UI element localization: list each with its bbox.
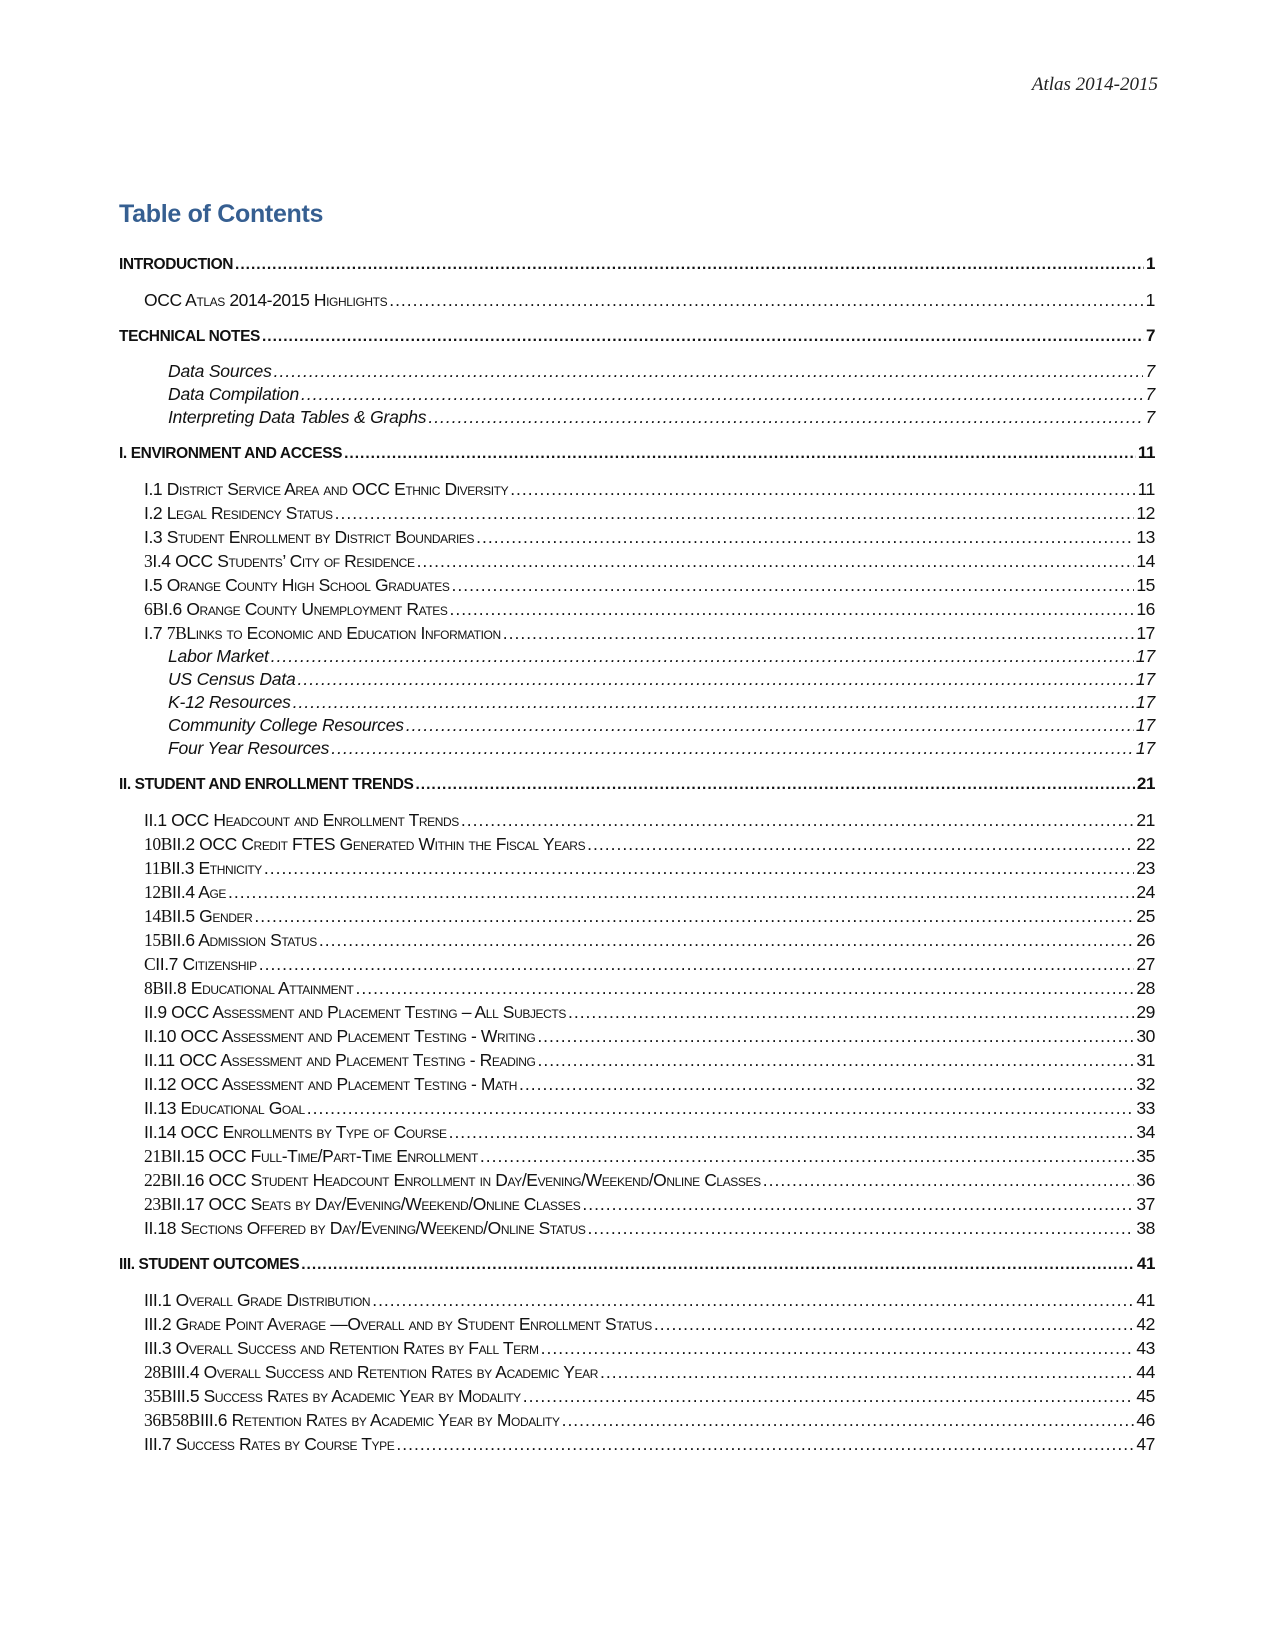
dot-leader [396, 1432, 1134, 1456]
toc-page-number: 12 [1136, 503, 1155, 523]
toc-entry-text: II.9 OCC Assessment and Placement Testing – All Subjects [144, 1002, 566, 1022]
toc-page-number: 30 [1136, 1026, 1155, 1046]
toc-page-number: 15 [1136, 575, 1155, 595]
toc-page-number: 17 [1135, 715, 1155, 735]
toc-entry-text: II.17 OCC Seats by Day/Evening/Weekend/Online Classes [171, 1194, 581, 1214]
toc-page-number: 31 [1136, 1050, 1155, 1070]
toc-entry-bookmark-prefix: 23B [144, 1194, 172, 1214]
toc-entry-text: II. STUDENT AND ENROLLMENT TRENDS [119, 776, 414, 793]
dot-leader [451, 573, 1134, 597]
toc-entry-bookmark-prefix: C [144, 954, 156, 974]
toc-entry-label [144, 1144, 478, 1168]
toc-page-number: 13 [1136, 527, 1155, 547]
toc-entry-text: III. STUDENT OUTCOMES [119, 1256, 300, 1273]
toc-page-number: 26 [1136, 930, 1155, 950]
toc-entry-text: II.1 OCC Headcount and Enrollment Trends [144, 810, 459, 830]
toc-entry-label [144, 501, 333, 525]
toc-page-number: 17 [1135, 692, 1155, 712]
toc-topic-entry[interactable] [119, 645, 1155, 668]
dot-leader [428, 406, 1143, 429]
toc-subsection-entry[interactable] [119, 1144, 1155, 1168]
toc-entry-label [144, 1432, 394, 1456]
toc-entry-text: II.13 Educational Goal [144, 1098, 305, 1118]
table-of-contents [119, 252, 1155, 1456]
toc-entry-bookmark-prefix: 8B [144, 978, 164, 998]
toc-subsection-entry[interactable] [119, 928, 1155, 952]
toc-entry-text: III.7 Success Rates by Course Type [144, 1434, 395, 1454]
toc-page-number: 21 [1136, 774, 1155, 793]
toc-entry-text: II.16 OCC Student Headcount Enrollment in Day/Evening/Weekend/Online Classes [171, 1170, 761, 1190]
toc-page-number: 7 [1145, 407, 1155, 427]
dot-leader [476, 525, 1134, 549]
toc-entry-label [144, 1312, 652, 1336]
dot-leader [331, 737, 1134, 760]
toc-page-number: 28 [1136, 978, 1155, 998]
toc-entry-label [144, 1000, 566, 1024]
toc-page-number: 1 [1145, 254, 1155, 273]
toc-page-number: 38 [1136, 1218, 1155, 1238]
toc-subsection-entry[interactable] [119, 1048, 1155, 1072]
toc-entry-label [168, 691, 291, 714]
toc-page-number: 23 [1136, 858, 1155, 878]
toc-subsection-entry[interactable] [119, 1216, 1155, 1240]
toc-entry-text: II.15 OCC Full-Time/Part-Time Enrollment [171, 1146, 478, 1166]
toc-page-number: 25 [1136, 906, 1155, 926]
dot-leader [763, 1168, 1135, 1192]
toc-entry-text: I.1 District Service Area and OCC Ethnic Diversity [144, 479, 509, 499]
toc-entry-label [144, 1168, 761, 1192]
dot-leader [319, 928, 1134, 952]
toc-subsection-entry[interactable] [119, 1096, 1155, 1120]
toc-subsection-entry[interactable] [119, 1432, 1155, 1456]
toc-entry-label [119, 253, 233, 277]
dot-leader [389, 288, 1143, 312]
toc-entry-text: III.2 Grade Point Average —Overall and by Student Enrollment Status [144, 1314, 652, 1334]
toc-topic-entry[interactable] [119, 714, 1155, 737]
toc-entry-label [144, 525, 474, 549]
toc-entry-text: I. ENVIRONMENT AND ACCESS [119, 445, 343, 462]
toc-page-number: 35 [1136, 1146, 1155, 1166]
toc-subsection-entry[interactable] [119, 1072, 1155, 1096]
toc-entry-text: II.4 Age [171, 882, 227, 902]
dot-leader [293, 691, 1134, 714]
toc-entry-label [144, 1120, 447, 1144]
toc-entry-text: II.12 OCC Assessment and Placement Testing - Math [144, 1074, 518, 1094]
dot-leader [449, 1120, 1135, 1144]
toc-entry-text: III.5 Success Rates by Academic Year by Modality [171, 1386, 521, 1406]
toc-page-number: 47 [1136, 1434, 1155, 1454]
toc-entry-bookmark-prefix: 12B [144, 882, 172, 902]
toc-page-number: 29 [1136, 1002, 1155, 1022]
toc-page-number: 33 [1136, 1098, 1155, 1118]
dot-leader [519, 1072, 1134, 1096]
toc-entry-bookmark-prefix: 7B [166, 623, 187, 643]
toc-entry-bookmark-prefix: 28B [144, 1362, 172, 1382]
dot-leader [541, 1336, 1135, 1360]
toc-subsection-entry[interactable] [119, 477, 1155, 501]
dot-leader [262, 325, 1144, 349]
toc-entry-bookmark-prefix: 15B [144, 930, 172, 950]
toc-entry-text: TECHNICAL NOTES [119, 328, 260, 345]
toc-page-number: 7 [1145, 326, 1155, 345]
toc-topic-entry[interactable] [119, 360, 1155, 383]
dot-leader [274, 360, 1144, 383]
toc-entry-label [168, 737, 329, 760]
dot-leader [654, 1312, 1134, 1336]
toc-page-number: 27 [1136, 954, 1155, 974]
toc-entry-text: II.5 Gender [171, 906, 253, 926]
dot-leader [298, 668, 1134, 691]
toc-entry-label [144, 1408, 560, 1432]
toc-entry-label [144, 1024, 535, 1048]
toc-subsection-entry[interactable] [119, 525, 1155, 549]
dot-leader [254, 904, 1134, 928]
toc-entry-text: II.10 OCC Assessment and Placement Testing - Writing [144, 1026, 536, 1046]
toc-entry-bookmark-prefix: 14B [144, 906, 172, 926]
toc-entry-bookmark-prefix: 36B58B [144, 1410, 200, 1430]
toc-entry-bookmark-prefix: 22B [144, 1170, 172, 1190]
toc-entry-text: Data Sources [168, 361, 272, 381]
toc-entry-text: Links to Economic and Education Information [186, 623, 501, 643]
toc-entry-label [168, 645, 269, 668]
toc-subsection-entry[interactable] [119, 597, 1155, 621]
toc-page-number: 43 [1136, 1338, 1155, 1358]
toc-entry-label [119, 442, 342, 466]
toc-entry-label [144, 928, 317, 952]
dot-leader [406, 714, 1134, 737]
toc-page-number: 17 [1135, 646, 1155, 666]
toc-entry-label [168, 360, 272, 383]
toc-entry-text: US Census Data [168, 669, 296, 689]
toc-entry-label [144, 1288, 370, 1312]
toc-page-number: 7 [1145, 384, 1155, 404]
toc-subsection-entry[interactable] [119, 808, 1155, 832]
toc-subsection-entry[interactable] [119, 1024, 1155, 1048]
toc-subsection-entry[interactable] [119, 976, 1155, 1000]
dot-leader [259, 952, 1135, 976]
toc-page-number: 17 [1135, 738, 1155, 758]
toc-entry-text: II.6 Admission Status [171, 930, 317, 950]
toc-subsection-entry[interactable] [119, 1000, 1155, 1024]
toc-subsection-entry[interactable] [119, 1168, 1155, 1192]
toc-entry-label [144, 808, 459, 832]
toc-entry-label [119, 773, 414, 797]
toc-page-number: 1 [1145, 290, 1155, 310]
toc-entry-label [168, 668, 296, 691]
toc-subsection-entry[interactable] [119, 880, 1155, 904]
toc-subsection-entry[interactable] [119, 1288, 1155, 1312]
toc-entry-label [168, 714, 404, 737]
dot-leader [335, 501, 1135, 525]
dot-leader [562, 1408, 1135, 1432]
toc-page-number: 41 [1136, 1290, 1155, 1310]
toc-entry-text: Labor Market [168, 646, 269, 666]
toc-section-entry[interactable] [119, 1252, 1155, 1276]
toc-section-entry[interactable] [119, 252, 1155, 276]
dot-leader [372, 1288, 1134, 1312]
toc-entry-label [144, 477, 508, 501]
toc-entry-text: Data Compilation [168, 384, 300, 404]
toc-entry-text: II.2 OCC Credit FTES Generated Within the Fiscal Years [171, 834, 586, 854]
toc-entry-text: OCC Atlas 2014-2015 Highlights [144, 290, 388, 310]
toc-subsection-entry[interactable] [119, 549, 1155, 573]
toc-entry-label [168, 383, 299, 406]
toc-entry-bookmark-prefix: 35B [144, 1386, 172, 1406]
toc-topic-entry[interactable] [119, 691, 1155, 714]
toc-page-number: 46 [1136, 1410, 1155, 1430]
toc-entry-bookmark-prefix: 6B [144, 599, 164, 619]
toc-subsection-entry[interactable] [119, 1360, 1155, 1384]
toc-entry-label [144, 904, 252, 928]
dot-leader [587, 1216, 1134, 1240]
toc-page-number: 24 [1136, 882, 1155, 902]
toc-subsection-entry[interactable] [119, 1120, 1155, 1144]
toc-subsection-entry[interactable] [119, 1408, 1155, 1432]
toc-topic-entry[interactable] [119, 737, 1155, 760]
toc-entry-label [144, 832, 585, 856]
toc-entry-label [144, 1216, 585, 1240]
toc-entry-text: III.4 Overall Success and Retention Rates by Academic Year [171, 1362, 598, 1382]
toc-entry-label [144, 1096, 305, 1120]
toc-subsection-entry[interactable] [119, 621, 1155, 645]
toc-subsection-entry[interactable] [119, 288, 1155, 312]
dot-leader [417, 549, 1135, 573]
toc-page-number: 42 [1136, 1314, 1155, 1334]
toc-entry-text: II.3 Ethnicity [171, 858, 262, 878]
toc-entry-text: I.5 Orange County High School Graduates [144, 575, 450, 595]
toc-entry-label [144, 976, 353, 1000]
toc-entry-text: I.3 Student Enrollment by District Boundaries [144, 527, 475, 547]
dot-leader [416, 773, 1135, 797]
dot-leader [301, 383, 1143, 406]
toc-page-number: 41 [1136, 1254, 1155, 1273]
dot-leader [461, 808, 1134, 832]
toc-entry-text: Community College Resources [168, 715, 404, 735]
toc-page-number: 11 [1137, 443, 1155, 462]
toc-subsection-entry[interactable] [119, 1312, 1155, 1336]
toc-section-entry[interactable] [119, 441, 1155, 465]
dot-leader [271, 645, 1134, 668]
toc-entry-bookmark-prefix: 10B [144, 834, 172, 854]
toc-subsection-entry[interactable] [119, 904, 1155, 928]
toc-page-number: 7 [1145, 361, 1155, 381]
toc-entry-text: I.7 [144, 623, 167, 643]
dot-leader [523, 1384, 1135, 1408]
toc-subsection-entry[interactable] [119, 1336, 1155, 1360]
dot-leader [568, 1000, 1134, 1024]
dot-leader [582, 1192, 1134, 1216]
dot-leader [587, 832, 1134, 856]
toc-entry-label [144, 1048, 535, 1072]
dot-leader [235, 253, 1144, 277]
toc-page-number: 34 [1136, 1122, 1155, 1142]
dot-leader [264, 856, 1134, 880]
toc-entry-text: INTRODUCTION [119, 256, 234, 273]
running-header: Atlas 2014-2015 [1031, 74, 1158, 95]
dot-leader [449, 597, 1134, 621]
toc-page-number: 17 [1136, 623, 1155, 643]
toc-entry-text: III.3 Overall Success and Retention Rates by Fall Term [144, 1338, 539, 1358]
toc-entry-text: III.6 Retention Rates by Academic Year by Modality [199, 1410, 560, 1430]
toc-topic-entry[interactable] [119, 668, 1155, 691]
toc-title: Table of Contents [119, 200, 324, 228]
toc-entry-text: I.2 Legal Residency Status [144, 503, 333, 523]
dot-leader [355, 976, 1134, 1000]
toc-topic-entry[interactable] [119, 383, 1155, 406]
dot-leader [537, 1048, 1134, 1072]
toc-entry-label [144, 621, 501, 645]
toc-entry-text: II.11 OCC Assessment and Placement Testing - Reading [144, 1050, 536, 1070]
toc-page-number: 44 [1136, 1362, 1155, 1382]
toc-entry-text: Four Year Resources [168, 738, 330, 758]
toc-section-entry[interactable] [119, 772, 1155, 796]
toc-entry-text: I.4 OCC Students’ City of Residence [152, 551, 415, 571]
toc-entry-text: I.6 Orange County Unemployment Rates [163, 599, 448, 619]
toc-entry-label [119, 325, 260, 349]
dot-leader [344, 442, 1136, 466]
toc-subsection-entry[interactable] [119, 832, 1155, 856]
toc-page-number: 45 [1136, 1386, 1155, 1406]
toc-entry-label [144, 856, 262, 880]
toc-page-number: 22 [1136, 834, 1155, 854]
dot-leader [301, 1253, 1135, 1277]
toc-section-entry[interactable] [119, 324, 1155, 348]
toc-subsection-entry[interactable] [119, 573, 1155, 597]
toc-subsection-entry[interactable] [119, 1192, 1155, 1216]
toc-page-number: 36 [1136, 1170, 1155, 1190]
toc-entry-text: K-12 Resources [168, 692, 291, 712]
toc-topic-entry[interactable] [119, 406, 1155, 429]
toc-page-number: 32 [1136, 1074, 1155, 1094]
toc-entry-label [144, 549, 415, 573]
toc-entry-text: Interpreting Data Tables & Graphs [168, 407, 427, 427]
toc-entry-text: II.7 Citizenship [155, 954, 257, 974]
dot-leader [503, 621, 1135, 645]
toc-page-number: 17 [1135, 669, 1155, 689]
toc-entry-label [119, 1253, 299, 1277]
toc-subsection-entry[interactable] [119, 856, 1155, 880]
dot-leader [510, 477, 1135, 501]
toc-page-number: 21 [1136, 810, 1155, 830]
toc-entry-label [144, 1336, 539, 1360]
toc-entry-label [144, 1072, 517, 1096]
toc-page-number: 16 [1136, 599, 1155, 619]
toc-entry-label [144, 952, 257, 976]
toc-entry-text: II.18 Sections Offered by Day/Evening/Weekend/Online Status [144, 1218, 586, 1238]
toc-entry-label [144, 597, 447, 621]
toc-page-number: 11 [1137, 479, 1155, 499]
toc-entry-bookmark-prefix: 21B [144, 1146, 172, 1166]
dot-leader [307, 1096, 1135, 1120]
toc-page-number: 14 [1136, 551, 1155, 571]
toc-entry-bookmark-prefix: 11B [144, 858, 172, 878]
toc-entry-label [144, 1360, 598, 1384]
toc-entry-label [144, 1384, 521, 1408]
toc-entry-text: III.1 Overall Grade Distribution [144, 1290, 371, 1310]
toc-entry-label [144, 573, 449, 597]
toc-entry-bookmark-prefix: 3 [144, 551, 153, 571]
dot-leader [228, 880, 1134, 904]
dot-leader [480, 1144, 1134, 1168]
dot-leader [537, 1024, 1134, 1048]
toc-entry-label [168, 406, 426, 429]
toc-entry-label [144, 288, 387, 312]
toc-entry-text: II.8 Educational Attainment [163, 978, 354, 998]
toc-page-number: 37 [1136, 1194, 1155, 1214]
toc-entry-label [144, 880, 226, 904]
toc-subsection-entry[interactable] [119, 952, 1155, 976]
dot-leader [600, 1360, 1134, 1384]
toc-entry-label [144, 1192, 580, 1216]
toc-subsection-entry[interactable] [119, 1384, 1155, 1408]
toc-subsection-entry[interactable] [119, 501, 1155, 525]
toc-entry-text: II.14 OCC Enrollments by Type of Course [144, 1122, 447, 1142]
